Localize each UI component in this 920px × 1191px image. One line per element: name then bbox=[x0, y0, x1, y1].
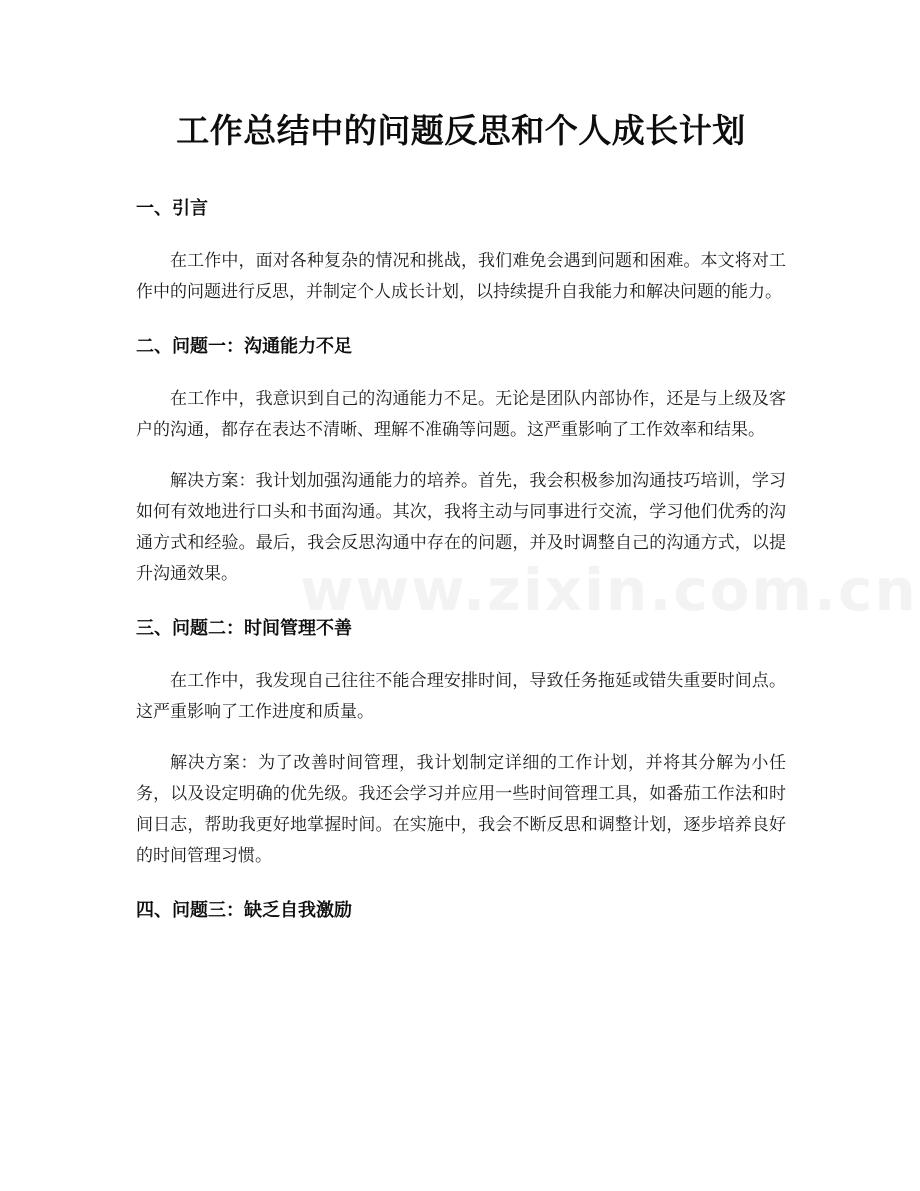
document-title: 工作总结中的问题反思和个人成长计划 bbox=[176, 111, 746, 150]
document-page bbox=[136, 0, 786, 924]
paragraph-problem-one-description: 在工作中，我意识到自己的沟通能力不足。无论是团队内部协作，还是与上级及客户的沟通，都存在表达不清晰、理解不准确等问题。这严重影响了工作效率和结果。 bbox=[136, 389, 786, 440]
section-heading-introduction: 一、引言 bbox=[136, 198, 208, 219]
section-heading-problem-two: 三、问题二：时间管理不善 bbox=[136, 618, 352, 639]
paragraph-problem-two-solution: 解决方案：为了改善时间管理，我计划制定详细的工作计划，并将其分解为小任务，以及设定明确的优先级。我还会学习并应用一些时间管理工具，如番茄工作法和时间日志，帮助我更好地掌握时间。在实施中，我会不断反思和调整计划，逐步培养良好的时间管理习惯。 bbox=[136, 753, 786, 866]
section-heading-problem-three: 四、问题三：缺乏自我激励 bbox=[136, 900, 352, 921]
paragraph-problem-one-solution: 解决方案：我计划加强沟通能力的培养。首先，我会积极参加沟通技巧培训，学习如何有效地进行口头和书面沟通。其次，我将主动与同事进行交流，学习他们优秀的沟通方式和经验。最后，我会反思沟通中存在的问题，并及时调整自己的沟通方式，以提升沟通效果。 bbox=[136, 471, 786, 584]
watermark: www.zixin.com.cn bbox=[300, 556, 918, 624]
paragraph-problem-two-description: 在工作中，我发现自己往往不能合理安排时间，导致任务拖延或错失重要时间点。这严重影响了工作进度和质量。 bbox=[136, 671, 786, 722]
section-heading-problem-one: 二、问题一：沟通能力不足 bbox=[136, 336, 352, 357]
paragraph-introduction: 在工作中，面对各种复杂的情况和挑战，我们难免会遇到问题和困难。本文将对工作中的问题进行反思，并制定个人成长计划，以持续提升自我能力和解决问题的能力。 bbox=[136, 251, 786, 302]
